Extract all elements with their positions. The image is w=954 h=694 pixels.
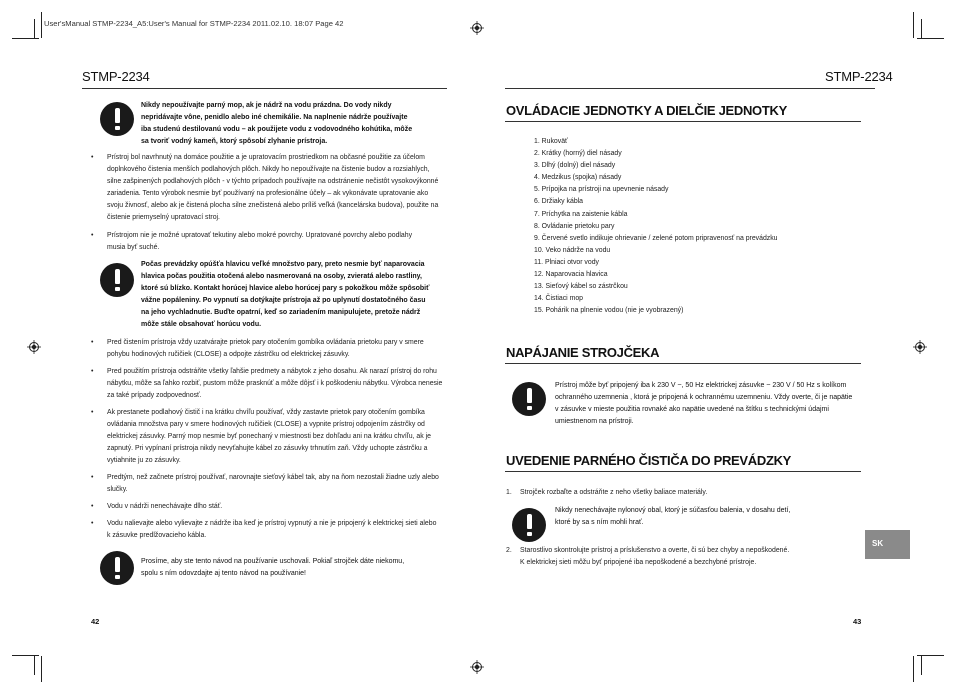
list-item: • Vodu nalievajte alebo vylievajte z nádrže iba keď je prístroj vypnutý a nie je pripojený k elektrickej sieti alebo k zásuvke predlžovacieho kábla. [91, 518, 447, 542]
warning-icon [512, 508, 546, 542]
header-rule [82, 88, 447, 89]
warning-icon [100, 551, 134, 585]
model-header: STMP-2234 [825, 69, 893, 84]
language-tab: SK [865, 530, 910, 559]
list-item: 1. Rukoväť [534, 138, 568, 145]
section-rule [505, 471, 861, 472]
print-header: User'sManual STMP-2234_A5:User's Manual for STMP-2234 2011.02.10. 18:07 Page 42 [44, 19, 344, 28]
page-number: 42 [91, 617, 100, 626]
list-item: • Vodu v nádrži nenechávajte dlho stáť. [91, 501, 447, 513]
section-title: UVEDENIE PARNÉHO ČISTIČA DO PREVÁDZKY [506, 453, 792, 468]
list-item: 7. Príchytka na zaistenie kábla [534, 210, 628, 218]
list-item: 5. Prípojka na prístroji na upevnenie násady [534, 186, 669, 194]
list-item: 10. Veko nádrže na vodu [534, 246, 611, 254]
registration-mark-icon [470, 660, 484, 674]
list-item: 13. Sieťový kábel so zástrčkou [534, 283, 628, 291]
list-item: 6. Držiaky kábla [534, 198, 584, 206]
list-item: 14. Čistiaci mop [534, 295, 584, 303]
warning-text: Nikdy nepoužívajte parný mop, ak je nádrž na vodu prázdna. Do vody nikdy nepridávajte vône, penidlo alebo iné chemikálie. Na naplnenie nádrže používajte iba studenú destilovanú vodu – ak použijete vodu z vodovodného kohútika, môže sa tvoriť vodný kameň, ktorý spôsobí zlyhanie prístroja. [141, 102, 413, 146]
section-rule [505, 121, 861, 122]
registration-mark-icon [913, 340, 927, 354]
warning-icon [100, 263, 134, 297]
warning-text: Prosíme, aby ste tento návod na používanie uschovali. Pokiaľ strojček dáte niekomu, spolu s ním odovzdajte aj tento návod na používanie! [141, 558, 405, 578]
list-item: 15. Pohárik na plnenie vodou (nie je vyobrazený) [534, 307, 684, 315]
step-text: Strojček rozbaľte a odstráňte z neho všetky baliace materiály. [520, 489, 708, 496]
list-item: 12. Naparovacia hlavica [534, 271, 608, 279]
section-title: OVLÁDACIE JEDNOTKY A DIELČIE JEDNOTKY [506, 103, 787, 118]
list-item: 11. Plniaci otvor vody [534, 258, 599, 266]
section-title: NAPÁJANIE STROJČEKA [506, 345, 660, 360]
list-item: 8. Ovládanie prietoku pary [534, 222, 615, 230]
list-item: • Prístroj bol navrhnutý na domáce použitie a je upratovacím prostriedkom na občasné použitie za účelom doplnkového čistenia menších podlahových plôch. Nikdy ho nepoužívajte na čistenie budov a rozsiahlych, silne zašpinených podlahových plôch - v týchto prípadoch používajte na odstránenie nečistôt vysokovýkonné zariadenia. Tento výrobok nesmie byť používaný na profesionálne účely – ak vykonávate upratovanie ako svoju živnosť, alebo ak je čistená plocha silne znečistená alebo príliš veľká (kancelárska budova), použite na čistenie priemyselný upratovací stroj. [91, 152, 447, 225]
model-header: STMP-2234 [82, 69, 150, 84]
section-rule [505, 363, 861, 364]
warning-text: Nikdy nenechávajte nylonový obal, ktorý je súčasťou balenia, v dosahu detí, ktoré by sa s ním mohli hrať. [555, 507, 791, 527]
step-number: 1. [506, 489, 512, 496]
page-number: 43 [853, 617, 862, 626]
list-item: 9. Červené svetlo indikuje ohrievanie / zelené potom pripravenosť na prevádzku [534, 234, 778, 242]
list-item: • Pred čistením prístroja vždy uzatvárajte prietok pary otočením gombíka ovládania prietoku pary v smere pohybu hodinových ručičiek (CLOSE) a odpojte zástrčku od elektrickej zásuvky. [91, 337, 447, 361]
warning-text: Prístroj môže byť pripojený iba k 230 V ~, 50 Hz elektrickej zásuvke ~ 230 V / 50 Hz s kolíkom ochranného uzemnenia , ktorá je pripojená k ochrannému uzemneniu. Vždy overte, či je napätie v zásuvke v mieste použitia rovnaké ako napätie uvedené na štítku s technickými údajmi umiestnenom na prístroji. [555, 382, 853, 426]
step-number: 2. [506, 547, 512, 554]
header-rule [505, 88, 875, 89]
list-item: • Pred použitím prístroja odstráňte všetky ľahšie predmety a nábytok z jeho dosahu. Ak narazí prístroj do rohu nábytku, môže sa ľahko rozbiť, pustom môže prasknúť a môže dôjsť i k poškodeniu nábytku. Výrobca nenesie za také prípady zodpovednosť. [91, 366, 447, 402]
list-item: 3. Dlhý (dolný) diel násady [534, 162, 616, 170]
step-text: Starostlivo skontrolujte prístroj a príslušenstvo a overte, či sú bez chyby a nepoškodené. K elektrickej sieti môžu byť pripojené iba nepoškodené a bezchybné prístroje. [520, 547, 790, 567]
list-item: • Ak prestanete podlahový čistič i na krátku chvíľu používať, vždy zastavte prietok pary otočením gombíka ovládania množstva pary v smere hodinových ručičiek (CLOSE) a vypnite prístroj odpojením zástrčky od elektrickej zásuvky. Parný mop nesmie byť ponechaný v miestnosti bez dohľadu ani na krátku chvíľu, ak je zapnutý. Pri vypínaní prístroja nikdy nevyťahujte kábel zo zásuvky trhnutím zaň. Vždy uchopte zástrčku a vytiahnite ju zo zásuvky. [91, 407, 447, 467]
parts-list [534, 136, 778, 317]
warning-icon [512, 382, 546, 416]
warning-icon [100, 102, 134, 136]
registration-mark-icon [470, 21, 484, 35]
warning-text: Počas prevádzky opúšťa hlavicu veľké množstvo pary, preto nesmie byť naparovacia hlavica počas použitia otočená alebo nasmerovaná na osoby, zvieratá alebo rastliny, ktoré sú blízko. Kontakt horúcej hlavice alebo horúcej pary s pokožkou môže spôsobiť vážne popáleniny. Po vypnutí sa dotýkajte prístroja až po uplynutí dostatočného času na jeho vychladnutie. Buďte opatrní, keď so zariadením manipulujete, pretože nádrž môže stále obsahovať horúcu vodu. [141, 261, 430, 329]
list-item: • Prístrojom nie je možné upratovať tekutiny alebo mokré povrchy. Upratované povrchy alebo podlahy musia byť suché. [91, 230, 447, 254]
list-item: 4. Medzikus (spojka) násady [534, 174, 622, 182]
list-item: 2. Krátky (horný) diel násady [534, 150, 622, 158]
list-item: • Predtým, než začnete prístroj používať, narovnajte sieťový kábel tak, aby na ňom nezostali žiadne uzly alebo slučky. [91, 472, 447, 496]
registration-mark-icon [27, 340, 41, 354]
